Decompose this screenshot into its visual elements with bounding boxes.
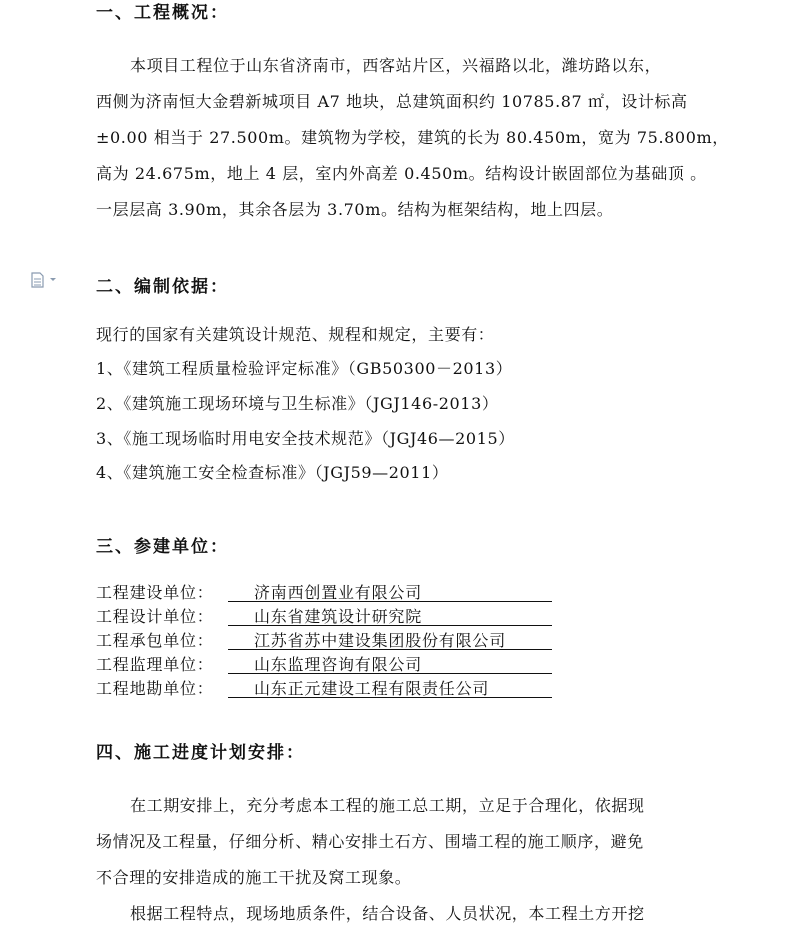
schedule-line: 场情况及工程量，仔细分析、精心安排土石方、围墙工程的施工顺序，避免 xyxy=(96,832,644,851)
overview-line: 一层层高 3.90m，其余各层为 3.70m。结构为框架结构，地上四层。 xyxy=(96,200,614,219)
unit-value: 山东正元建设工程有限责任公司 xyxy=(228,676,552,698)
overview-line: 高为 24.675m，地上 4 层，室内外高差 0.450m。结构设计嵌固部位为基础顶 。 xyxy=(96,164,707,183)
section-heading-basis: 二、编制依据： xyxy=(96,277,229,297)
unit-label: 工程建设单位： xyxy=(96,583,214,602)
schedule-line: 在工期安排上，充分考虑本工程的施工总工期，立足于合理化，依据现 xyxy=(130,796,645,815)
basis-list-item: 2、《建筑施工现场环境与卫生标准》（JGJ146-2013） xyxy=(96,394,499,413)
overview-line: ±0.00 相当于 27.500m。建筑物为学校，建筑的长为 80.450m，宽为 75.800m， xyxy=(96,128,729,147)
unit-value: 江苏省苏中建设集团股份有限公司 xyxy=(228,628,552,650)
schedule-line: 根据工程特点，现场地质条件，结合设备、人员状况，本工程土方开挖 xyxy=(130,904,645,923)
basis-list-item: 3、《施工现场临时用电安全技术规范》（JGJ46—2015） xyxy=(96,429,515,448)
section-heading-overview: 一、工程概况： xyxy=(96,3,229,23)
unit-label: 工程承包单位： xyxy=(96,631,214,650)
schedule-paragraph xyxy=(96,788,726,932)
basis-list-item: 1、《建筑工程质量检验评定标准》（GB50300－2013） xyxy=(96,359,513,378)
unit-label: 工程地勘单位： xyxy=(96,679,214,698)
unit-value: 山东省建筑设计研究院 xyxy=(228,604,552,626)
unit-label: 工程设计单位： xyxy=(96,607,214,626)
overview-paragraph xyxy=(96,48,729,228)
schedule-line: 不合理的安排造成的施工干扰及窝工现象。 xyxy=(96,868,412,887)
paragraph-options-icon[interactable] xyxy=(30,272,60,288)
overview-line: 西侧为济南恒大金碧新城项目 A7 地块，总建筑面积约 10785.87 ㎡，设计标高 xyxy=(96,92,688,111)
basis-list-item: 4、《建筑施工安全检查标准》（JGJ59—2011） xyxy=(96,463,449,482)
unit-value: 山东监理咨询有限公司 xyxy=(228,652,552,674)
overview-line: 本项目工程位于山东省济南市，西客站片区，兴福路以北，潍坊路以东， xyxy=(130,56,662,75)
section-heading-schedule: 四、施工进度计划安排： xyxy=(96,743,305,763)
section-heading-units: 三、参建单位： xyxy=(96,537,229,557)
unit-value: 济南西创置业有限公司 xyxy=(228,580,552,602)
unit-label: 工程监理单位： xyxy=(96,655,214,674)
basis-intro: 现行的国家有关建筑设计规范、规程和规定，主要有： xyxy=(96,325,495,344)
